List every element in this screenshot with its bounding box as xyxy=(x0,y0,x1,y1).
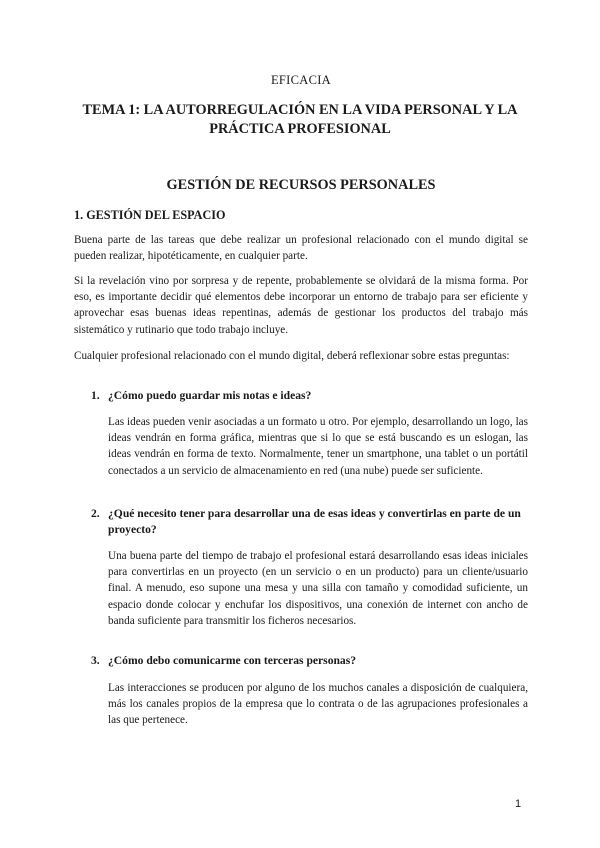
section-title: GESTIÓN DE RECURSOS PERSONALES xyxy=(166,177,436,193)
theme-title: TEMA 1: LA AUTORREGULACIÓN EN LA VIDA PERSONAL Y LA PRÁCTICA PROFESIONAL xyxy=(82,102,518,137)
question-number: 2. xyxy=(91,507,100,520)
question-text: ¿Cómo debo comunicarme con terceras personas? xyxy=(108,654,357,667)
answer-text: Las ideas pueden venir asociadas a un formato u otro. Por ejemplo, desarrollando un logo, las ideas vendrán en forma gráfica, mientras que si lo que se está buscando es un eslogan, las ideas vendrán en forma de texto. Normalmente, tener un smartphone, una tablet o un portátil conectados a un servicio de almacenamiento en red (una nube) puede ser suficiente. xyxy=(108,416,528,477)
question-item xyxy=(91,388,528,404)
paragraph: Cualquier profesional relacionado con el mundo digital, deberá reflexionar sobre estas preguntas: xyxy=(74,350,510,362)
question-text: ¿Cómo puedo guardar mis notas e ideas? xyxy=(108,389,312,402)
question-text: ¿Qué necesito tener para desarrollar una de esas ideas y convertirlas en parte de un proyecto? xyxy=(108,507,521,536)
paragraph: Buena parte de las tareas que debe realizar un profesional relacionado con el mundo digital se pueden realizar, hipotéticamente, en cualquier parte. xyxy=(74,234,528,263)
paragraph: Si la revelación vino por sorpresa y de repente, probablemente se olvidará de la misma forma. Por eso, es importante decidir qué elementos debe incorporar un entorno de trabajo para ser eficiente y aprovechar esas buenas ideas repentinas, además de gestionar los productos del trabajo más sistemático y rutinario que todo trabajo incluye. xyxy=(74,275,528,336)
question-number: 1. xyxy=(91,389,100,402)
question-number: 3. xyxy=(91,654,100,667)
question-item xyxy=(91,653,528,669)
question-item xyxy=(91,506,528,538)
answer-text: Una buena parte del tiempo de trabajo el profesional estará desarrollando esas ideas iniciales para convertirlas en un proyecto (en un servicio o en un producto) para un cliente/usuario final. A menudo, eso supone una mesa y una silla con tamaño y comodidad suficiente, un espacio donde colocar y enchufar los dispositivos, una conexión de internet con ancho de banda suficiente para transmitir los ficheros necesarios. xyxy=(108,550,528,627)
page-number: 1 xyxy=(515,798,522,810)
subsection-heading: 1. GESTIÓN DEL ESPACIO xyxy=(74,208,226,222)
answer-text: Las interacciones se producen por alguno de los muchos canales a disposición de cualquiera, más los canales propios de la empresa que lo contrata o de las agrupaciones profesionales a las que pertenece. xyxy=(108,682,528,727)
document-title: EFICACIA xyxy=(270,73,332,87)
